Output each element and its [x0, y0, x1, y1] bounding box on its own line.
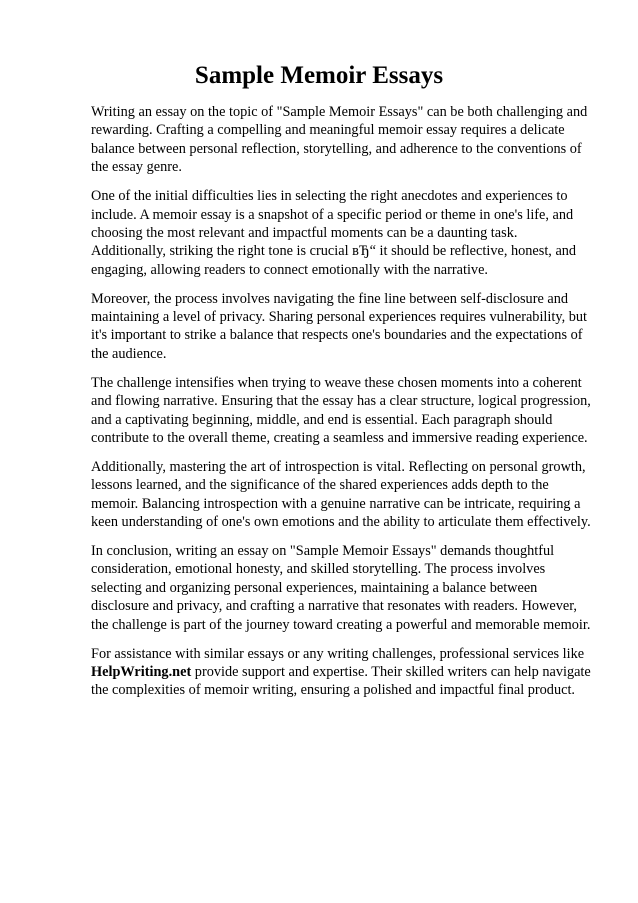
essay-body — [91, 103, 591, 710]
page-title: Sample Memoir Essays — [194, 62, 444, 89]
paragraph-anecdotes: One of the initial difficulties lies in selecting the right anecdotes and experiences to include. A memoir essay is a snapshot of a specific period or theme in one's life, and choosing the most relevant and impactful moments can be a daunting task. Additionally, striking the right tone is crucial вЂ“ it should be reflective, honest, and engaging, allowing readers to connect emotionally with the narrative. — [91, 188, 577, 278]
paragraph-introspection: Additionally, mastering the art of introspection is vital. Reflecting on personal growth, lessons learned, and the significance of the shared experiences adds depth to the memoir. Balancing introspection with a genuine narrative can be intricate, requiring a keen understanding of one's own emotions and the ability to articulate them effectively. — [91, 458, 591, 531]
paragraph-intro: Writing an essay on the topic of "Sample Memoir Essays" can be both challenging and rewarding. Crafting a compelling and meaningful memoir essay requires a delicate balance between personal reflection, storytelling, and adherence to the conventions of the essay genre. — [91, 104, 588, 176]
closing-text-after: provide support and expertise. Their skilled writers can help navigate the complexities of memoir writing, ensuring a polished and impactful final product. — [91, 663, 591, 699]
paragraph-privacy: Moreover, the process involves navigating the fine line between self-disclosure and maintaining a level of privacy. Sharing personal experiences requires vulnerability, but it's important to strike a balance that respects one's boundaries and the expectations of the audience. — [91, 290, 587, 362]
paragraph-closing — [91, 645, 591, 700]
paragraph-narrative: The challenge intensifies when trying to weave these chosen moments into a coherent and flowing narrative. Ensuring that the essay has a clear structure, logical progression, and a captivating beginning, middle, and end is essential. Each paragraph should contribute to the overall theme, creating a seamless and immersive reading experience. — [91, 374, 591, 446]
closing-text-before: For assistance with similar essays or any writing challenges, professional services like — [91, 645, 585, 662]
paragraph-conclusion: In conclusion, writing an essay on "Sample Memoir Essays" demands thoughtful consideration, emotional honesty, and skilled storytelling. The process involves selecting and organizing personal experiences, maintaining a balance between disclosure and privacy, and crafting a narrative that resonates with readers. However, the challenge is part of the journey toward creating a powerful and memorable memoir. — [91, 543, 591, 633]
brand-name: HelpWriting.net — [91, 663, 192, 680]
